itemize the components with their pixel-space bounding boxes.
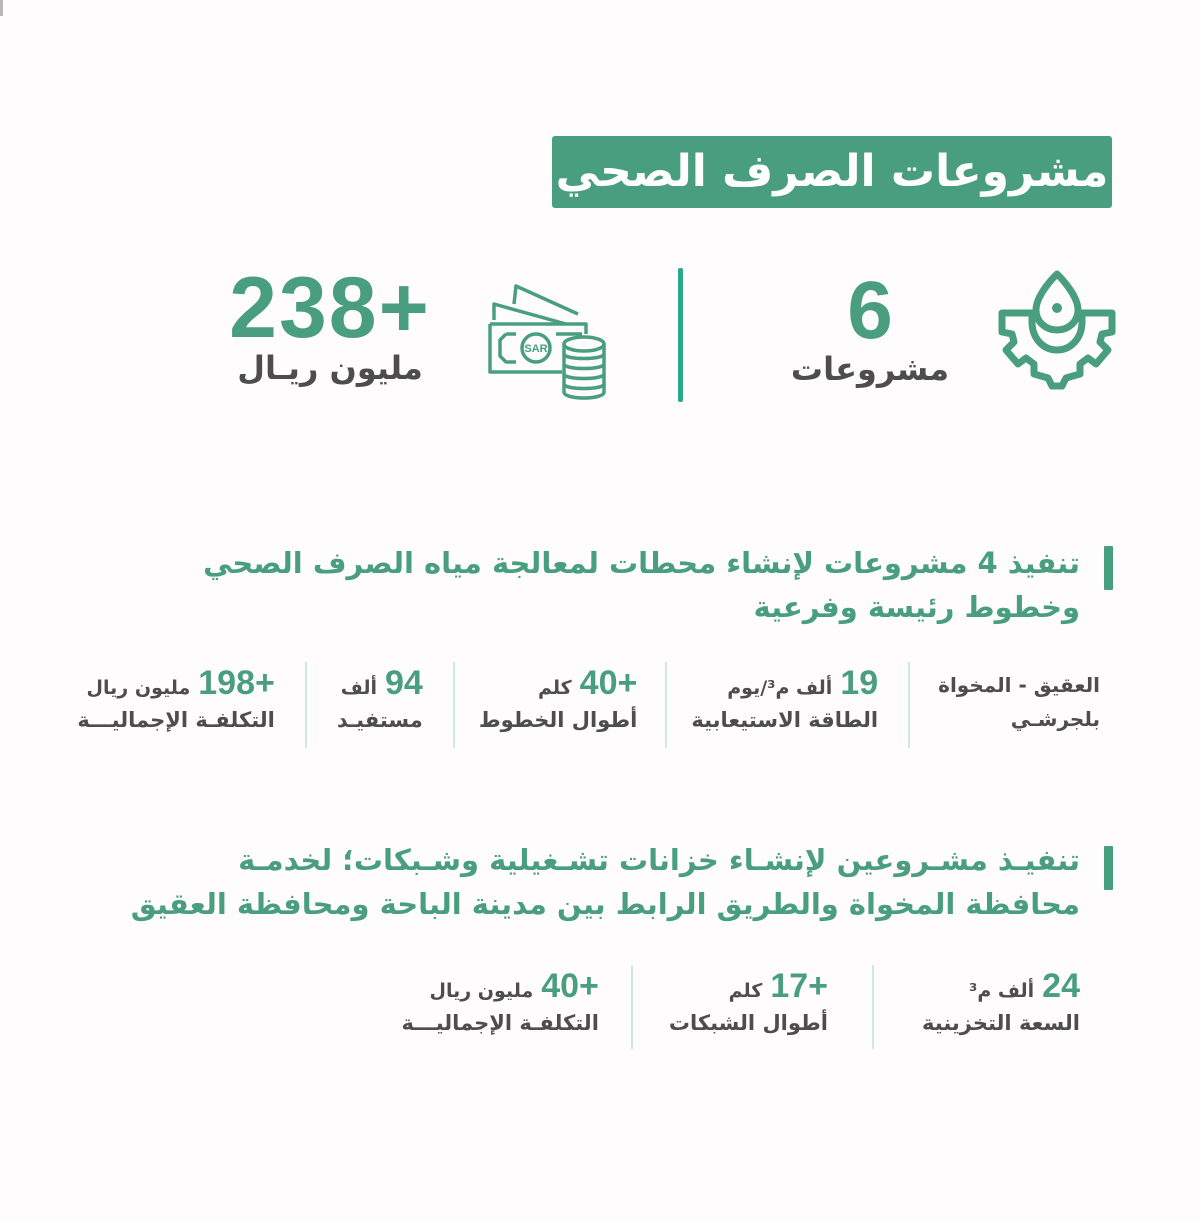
projects-count-value: 6: [847, 265, 893, 356]
metric-label: أطوال الخطوط: [478, 708, 638, 732]
section-accent-bar: [1104, 846, 1113, 890]
page-title: مشروعات الصرف الصحي: [552, 136, 1112, 208]
metric-lines-length: [455, 662, 666, 748]
metric-unit: ألف م³/يوم: [727, 677, 833, 699]
metric-value: 17+: [770, 967, 829, 1005]
metric-value: 40+: [579, 664, 638, 702]
metric-label: مستفيـد: [336, 708, 423, 732]
metric-storage-capacity: [874, 965, 1100, 1049]
metric-divider: [631, 965, 633, 1049]
metric-value: 40+: [541, 967, 599, 1005]
section-2-heading: تنفيـذ مشـروعين لإنشـاء خزانات تشـغيلية وشـبكات؛ لخدمـة محافظة المخواة والطريق الرابط بين مدينة الباحة ومحافظة العقيق: [130, 843, 1080, 921]
location-block: [910, 662, 1100, 748]
metric-total-cost: [401, 965, 630, 1049]
location-line-2: بلجرشـي: [1010, 707, 1100, 731]
total-budget-stat: [210, 260, 450, 387]
metric-divider: [453, 662, 455, 748]
section-1-metrics: [77, 662, 1100, 748]
section-1-heading: تنفيذ 4 مشروعات لإنشاء محطات لمعالجة مياه الصرف الصحي وخطوط رئيسة وفرعية: [203, 546, 1080, 624]
summary-divider: [678, 268, 683, 402]
metric-unit: كلم: [537, 677, 572, 699]
metric-label: التكلفـة الإجماليـــة: [401, 1011, 599, 1035]
metric-unit: مليون ريال: [86, 677, 191, 699]
svg-text:SAR: SAR: [524, 343, 548, 355]
metric-networks-length: [633, 965, 872, 1049]
location-line-1: العقيق - المخواة: [938, 673, 1100, 697]
metric-unit: ألف م³: [969, 980, 1035, 1002]
metric-beneficiaries: [307, 662, 453, 748]
metric-label: التكلفـة الإجماليـــة: [77, 708, 275, 732]
metric-value: 19: [840, 664, 879, 702]
projects-count-stat: [780, 265, 960, 388]
corner-mark: [0, 0, 3, 16]
projects-count-label: مشروعات: [790, 350, 950, 388]
metric-label: أطوال الشبكات: [668, 1011, 829, 1035]
metric-divider: [665, 662, 667, 748]
metric-capacity: [667, 662, 908, 748]
metric-unit: مليون ريال: [429, 980, 534, 1002]
total-budget-label: مليون ريـال: [237, 349, 423, 387]
metric-label: الطاقة الاستيعابية: [691, 708, 879, 732]
metric-value: 94: [384, 664, 423, 702]
metric-label: السعة التخزينية: [922, 1011, 1080, 1035]
metric-divider: [305, 662, 307, 748]
section-2-metrics: [401, 965, 1100, 1049]
metric-divider: [872, 965, 874, 1049]
section-accent-bar: [1104, 546, 1113, 590]
metric-total-cost: [77, 662, 304, 748]
gear-water-drop-icon: [996, 268, 1118, 392]
metric-unit: كلم: [728, 980, 763, 1002]
metric-unit: ألف: [340, 677, 377, 699]
metric-value: 24: [1042, 967, 1080, 1005]
metric-value: 198+: [198, 664, 275, 702]
money-sar-coins-icon: [486, 280, 610, 404]
total-budget-value: 238+: [229, 260, 431, 356]
metric-divider: [908, 662, 910, 748]
